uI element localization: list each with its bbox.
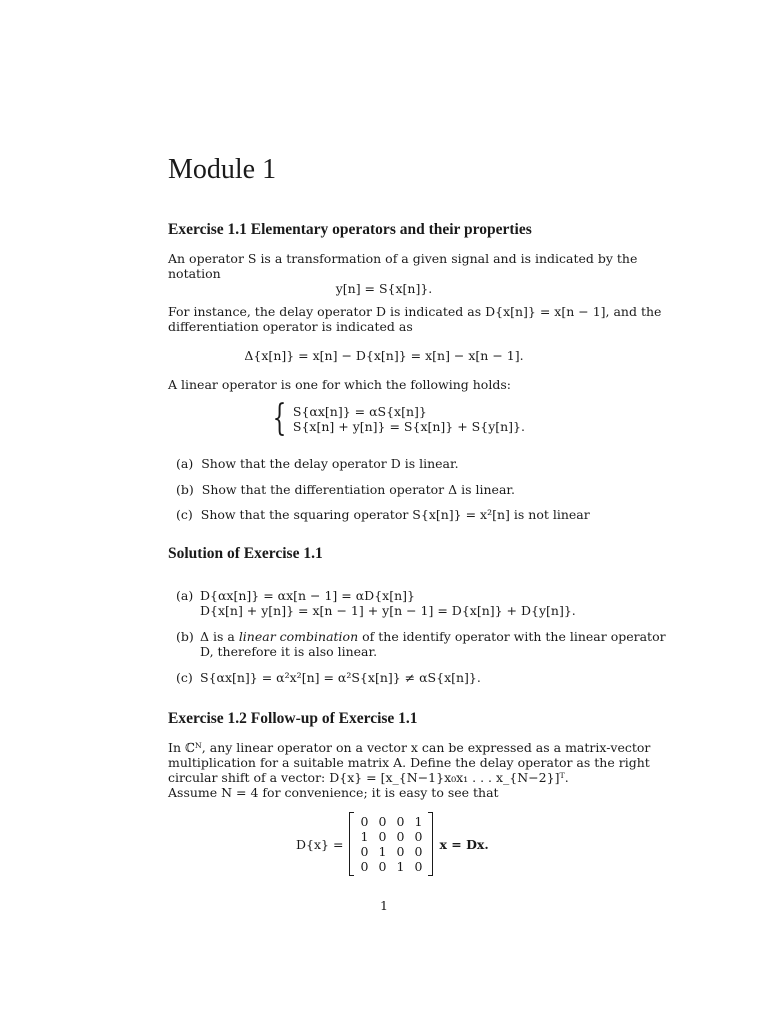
matrix-cell: 1 — [396, 859, 405, 874]
equation-delta: Δ{x[n]} = x[n] − D{x[n]} = x[n] − x[n − 1]. — [244, 348, 524, 363]
module-title: Module 1 — [168, 154, 277, 185]
matrix-cell: 0 — [378, 814, 387, 829]
item-text: Show that the delay operator D is linear. — [201, 456, 459, 471]
matrix-eq-lhs: D{x} = — [296, 836, 344, 852]
ex11-delay-line2: differentiation operator is indicated as — [168, 319, 413, 334]
matrix-cell: 0 — [396, 829, 405, 844]
solution-b-line2: D, therefore it is also linear. — [200, 644, 378, 659]
item-text: Show that the differentiation operator Δ is linear. — [201, 482, 515, 497]
matrix-cell: 1 — [414, 814, 423, 829]
ex11-intro-line2: notation — [168, 266, 221, 281]
linearity-homogeneity: S{αx[n]} = αS{x[n]} — [292, 404, 427, 419]
exercise-1-1-heading: Exercise 1.1 Elementary operators and their properties — [168, 221, 532, 238]
item-text: Show that the squaring operator S{x[n]} = x²[n] is not linear — [200, 507, 590, 522]
delay-matrix — [349, 812, 433, 876]
matrix-cell: 0 — [414, 859, 423, 874]
solution-item-b-label: (b) — [176, 629, 194, 644]
matrix-eq-rhs: x = Dx. — [439, 836, 489, 852]
item-label: (a) — [176, 588, 194, 603]
matrix-cell: 0 — [396, 844, 405, 859]
item-label: (c) — [176, 507, 193, 522]
solution-a-line1: D{αx[n]} = αx[n − 1] = αD{x[n]} — [200, 588, 415, 603]
solution-1-1-heading: Solution of Exercise 1.1 — [168, 545, 323, 562]
ex11-item-a — [176, 456, 459, 471]
left-brace-icon: { — [272, 398, 287, 439]
matrix-cell: 1 — [378, 844, 387, 859]
linearity-system — [268, 398, 525, 439]
ex12-line2: multiplication for a suitable matrix A. Define the delay operator as the right — [168, 755, 650, 770]
solution-item-c-label: (c) — [176, 670, 193, 685]
ex11-delay-line1: For instance, the delay operator D is indicated as D{x[n]} = x[n − 1], and the — [168, 304, 662, 319]
matrix-cell: 0 — [378, 829, 387, 844]
ex11-intro-line1: An operator S is a transformation of a given signal and is indicated by the — [168, 251, 638, 266]
right-bracket-icon — [428, 812, 433, 876]
matrix-cell: 0 — [360, 859, 369, 874]
item-label: (b) — [176, 482, 194, 497]
page-number: 1 — [380, 898, 388, 913]
matrix-cell: 0 — [378, 859, 387, 874]
ex11-item-c — [176, 507, 590, 522]
matrix-cell: 0 — [414, 844, 423, 859]
matrix-cell: 0 — [396, 814, 405, 829]
equation-y-eq-s: y[n] = S{x[n]}. — [335, 281, 433, 296]
matrix-cell: 0 — [360, 814, 369, 829]
ex12-line1: In ℂᴺ, any linear operator on a vector x can be expressed as a matrix-vector — [168, 740, 651, 755]
solution-item-a — [176, 588, 193, 603]
solution-a-line2: D{x[n] + y[n]} = x[n − 1] + y[n − 1] = D{x[n]} + D{y[n]}. — [200, 603, 576, 618]
matrix-grid — [354, 814, 428, 874]
solution-c-text: S{αx[n]} = α²x²[n] = α²S{x[n]} ≠ αS{x[n]}. — [200, 670, 481, 685]
matrix-cell: 0 — [360, 844, 369, 859]
exercise-1-2-heading: Exercise 1.2 Follow-up of Exercise 1.1 — [168, 710, 418, 727]
matrix-cell: 1 — [360, 829, 369, 844]
matrix-cell: 0 — [414, 829, 423, 844]
ex12-line3: circular shift of a vector: D{x} = [x_{N−1}x₀x₁ . . . x_{N−2}]ᵀ. — [168, 770, 569, 785]
ex11-linear-intro: A linear operator is one for which the following holds: — [168, 377, 511, 392]
ex12-line4: Assume N = 4 for convenience; it is easy to see that — [168, 785, 499, 800]
solution-b-line1: Δ is a linear combination of the identify operator with the linear operator — [200, 629, 666, 644]
item-label: (a) — [176, 456, 194, 471]
delay-matrix-equation — [296, 812, 489, 876]
ex11-item-b — [176, 482, 515, 497]
emphasis-text: linear combination — [238, 629, 359, 644]
linearity-additivity: S{x[n] + y[n]} = S{x[n]} + S{y[n]}. — [292, 419, 525, 434]
